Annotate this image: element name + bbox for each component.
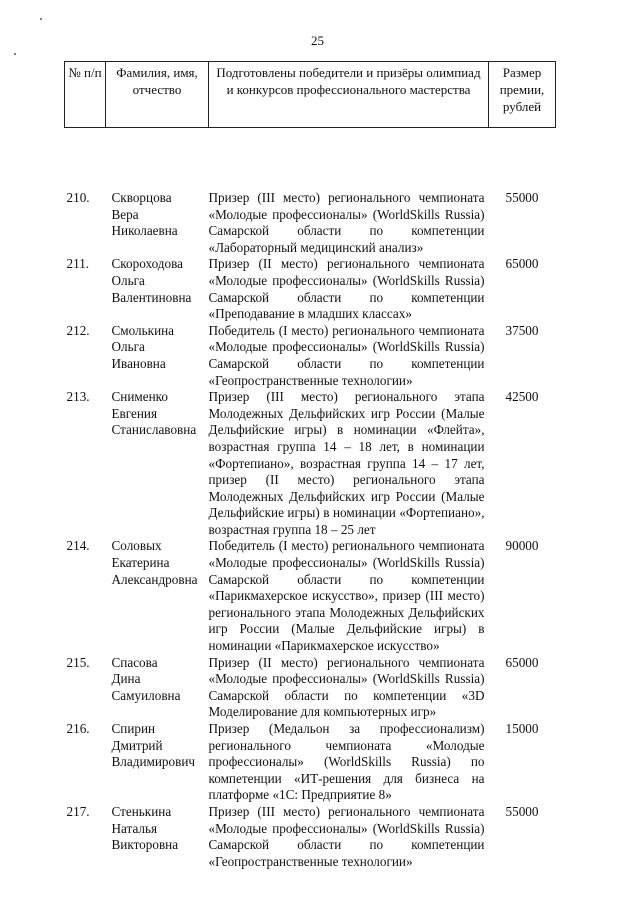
patronymic: Александровна [111,571,198,587]
first-name: Наталья [111,820,158,836]
row-number: 210. [66,190,90,205]
page-number: 25 [311,33,324,48]
row-full-name [106,323,209,389]
row-full-name [106,721,209,804]
patronymic: Ивановна [111,355,166,371]
table-row [65,256,556,322]
header-number: № п/п [65,62,106,128]
header-award-amount: Размер премии, рублей [489,62,556,128]
table-header-row [65,62,556,128]
row-achievement: Победитель (I место) регионального чемпионата «Молодые профессионалы» (WorldSkills Russia) Самарской области по компетенции «Геопространственные технологии» [208,322,485,388]
row-achievement: Призер (II место) регионального чемпионата «Молодые профессионалы» (WorldSkills Russia) Самарской области по компетенции «Преподавание в младших классах» [208,256,485,322]
row-number: 215. [66,654,90,670]
awards-table [64,61,556,870]
row-award-amount: 42500 [505,389,539,405]
table-row [65,538,556,654]
surname: Спасова [111,654,158,670]
row-achievement: Призер (Медальон за профессионализм) регионального чемпионата «Молодые профессионалы» (WorldSkills Russia) по компетенции «ИТ-решения для бизнеса на платформе «1С: Предприятие 8» [208,721,485,803]
row-number: 211. [66,256,90,272]
row-achievement: Призер (III место) регионального чемпионата «Молодые профессионалы» (WorldSkills Russia) Самарской области по компетенции «Лабораторный медицинский анализ» [208,190,485,255]
row-award-amount: 37500 [505,322,539,338]
surname: Скворцова [111,190,172,205]
surname: Снименко [111,389,168,405]
table-row [65,389,556,538]
table-row [65,655,556,721]
row-award-amount: 55000 [505,190,539,205]
row-number: 216. [66,721,90,736]
patronymic: Валентиновна [111,289,192,305]
first-name: Дина [111,671,141,687]
row-award-amount: 15000 [505,721,539,736]
row-award-amount: 55000 [505,803,539,819]
row-full-name [106,256,209,322]
first-name: Дмитрий [111,737,163,753]
row-number: 212. [66,322,90,338]
surname: Стенькина [111,803,172,819]
row-number: 217. [66,803,90,819]
first-name: Ольга [111,272,145,288]
surname: Смолькина [111,322,175,338]
patronymic: Владимирович [111,754,196,770]
row-award-amount: 65000 [505,654,539,670]
header-achievement: Подготовлены победители и призёры олимпиад и конкурсов профессионального мастерства [209,62,489,128]
row-achievement: Призер (II место) регионального чемпионата «Молодые профессионалы» (WorldSkills Russia) Самарской области по компетенции «3D Моделирование для компьютерных игр» [208,654,485,720]
row-achievement: Призер (III место) регионального этапа Молодежных Дельфийских игр России (Малые Дельфийские игры) в номинации «Флейта», возрастная группа 14 – 18 лет, в номинации «Фортепиано», возрастная группа 14 – 17 лет, призер (II место) регионального этапа Молодежных Дельфийских игр России (Малые Дельфийские игры) в номинации «Фортепиано», возрастная группа 18 – 25 лет [208,389,485,537]
table-row [65,804,556,870]
patronymic: Самуиловна [111,687,181,703]
surname: Скороходова [111,256,183,272]
first-name: Вера [111,206,139,222]
header-full-name: Фамилия, имя, отчество [106,62,209,128]
scan-speck [14,53,16,55]
row-full-name [106,804,209,870]
table-row [65,128,556,257]
table-row [65,323,556,389]
surname: Спирин [111,721,156,736]
patronymic: Викторовна [111,837,179,853]
first-name: Ольга [111,339,145,355]
row-number: 213. [66,389,90,405]
row-number: 214. [66,538,90,554]
row-award-amount: 65000 [505,256,539,272]
row-full-name [106,538,209,654]
patronymic: Станиславовна [111,422,197,438]
surname: Соловых [111,538,162,554]
row-full-name [106,389,209,538]
table-row [65,721,556,804]
scan-speck [40,18,42,20]
row-full-name [106,128,209,257]
row-award-amount: 90000 [505,538,539,554]
row-achievement: Призер (III место) регионального чемпионата «Молодые профессионалы» (WorldSkills Russia) Самарской области по компетенции «Геопространственные технологии» [208,803,485,869]
patronymic: Николаевна [111,223,178,239]
row-achievement: Победитель (I место) регионального чемпионата «Молодые профессионалы» (WorldSkills Russia) Самарской области по компетенции «Парикмахерское искусство», призер (III место) регионального этапа Молодежных Дельфийских игр России (Малые Дельфийские игры) в номинации «Парикмахерское искусство» [208,538,485,654]
first-name: Екатерина [111,555,170,571]
row-full-name [106,655,209,721]
first-name: Евгения [111,405,158,421]
